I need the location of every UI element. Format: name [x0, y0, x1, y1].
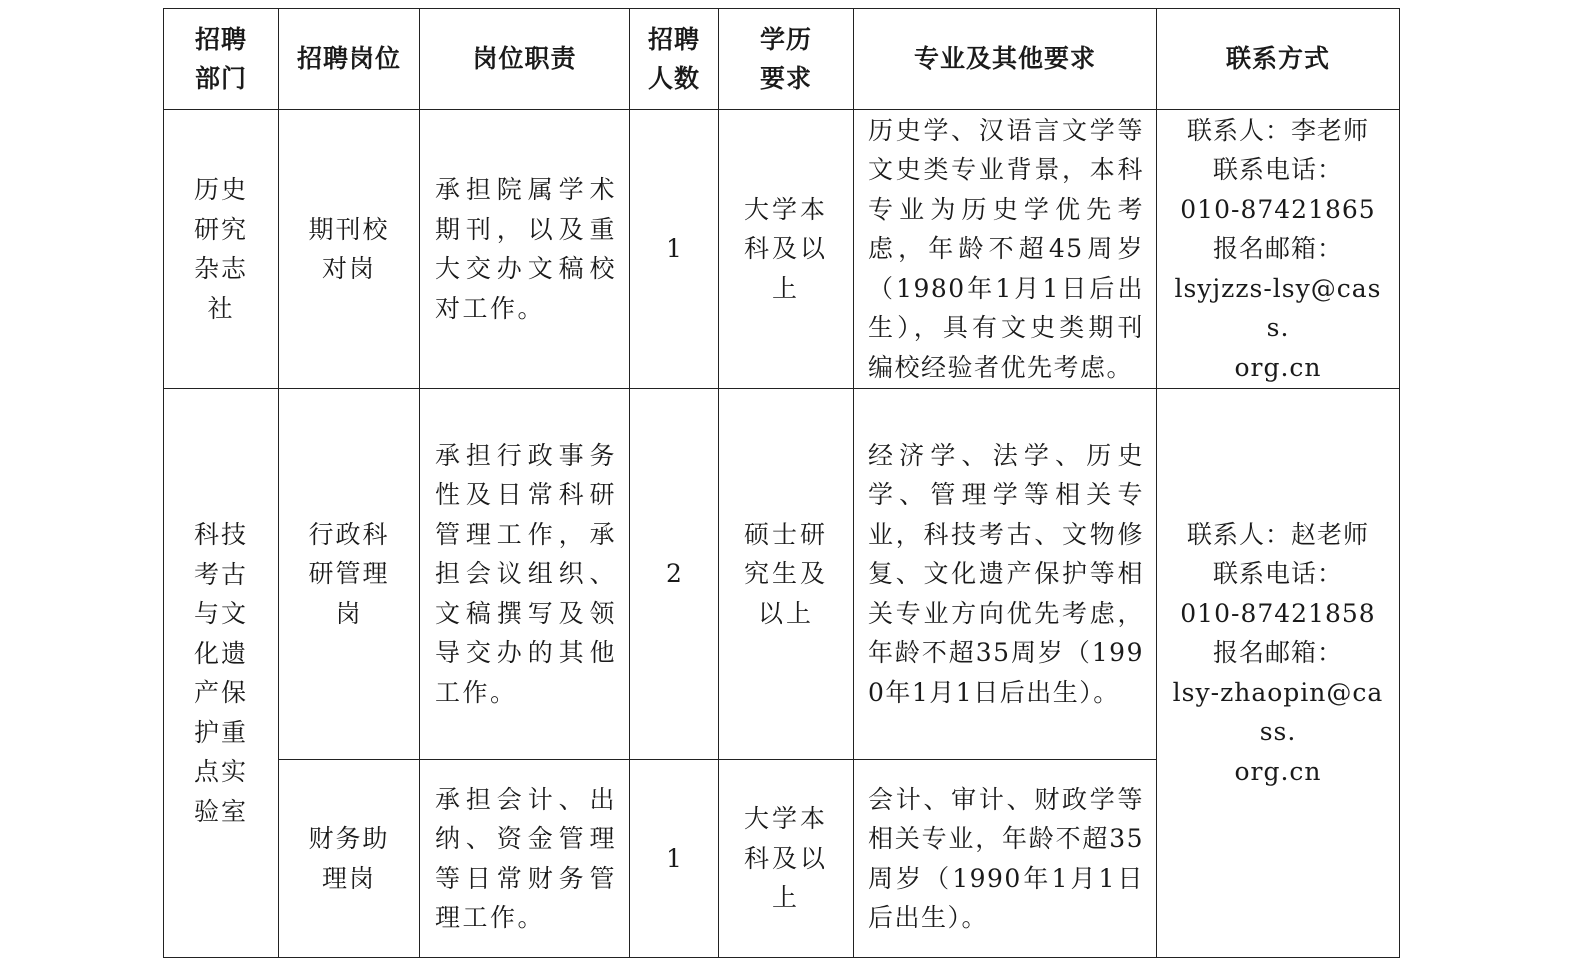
contact-cell — [1157, 110, 1400, 389]
contact-email-domain: org.cn — [1234, 756, 1322, 786]
position-cell: 期刊校对岗 — [279, 110, 420, 389]
recruitment-table — [163, 8, 1400, 958]
contact-phone-label: 联系电话： — [1212, 559, 1343, 589]
header-education: 学历要求 — [719, 9, 854, 110]
contact-email: lsyjzzs-lsy@cass. — [1174, 273, 1382, 343]
contact-email-label: 报名邮箱： — [1212, 234, 1343, 264]
requirements-cell: 历史学、汉语言文学等文史类专业背景，本科专业为历史学优先考虑，年龄不超45周岁（1980年1月1日后出生），具有文史类期刊编校经验者优先考虑。 — [854, 110, 1157, 389]
header-requirements: 专业及其他要求 — [854, 9, 1157, 110]
education-cell: 大学本科及以上 — [719, 110, 854, 389]
duty-cell: 承担院属学术期刊，以及重大交办文稿校对工作。 — [420, 110, 630, 389]
requirements-cell: 经济学、法学、历史学、管理学等相关专业，科技考古、文物修复、文化遗产保护等相关专业方向优先考虑，年龄不超35周岁（1990年1月1日后出生）。 — [854, 389, 1157, 760]
header-duty: 岗位职责 — [420, 9, 630, 110]
education-cell: 大学本科及以上 — [719, 760, 854, 958]
dept-cell: 科技考古与文化遗产保护重点实验室 — [164, 389, 279, 958]
contact-phone-label: 联系电话： — [1212, 155, 1343, 185]
count-cell: 2 — [630, 389, 719, 760]
contact-phone: 010-87421865 — [1180, 194, 1376, 224]
education-cell: 硕士研究生及以上 — [719, 389, 854, 760]
header-count: 招聘人数 — [630, 9, 719, 110]
contact-cell — [1157, 389, 1400, 958]
header-position: 招聘岗位 — [279, 9, 420, 110]
count-cell: 1 — [630, 760, 719, 958]
requirements-cell: 会计、审计、财政学等相关专业，年龄不超35周岁（1990年1月1日后出生）。 — [854, 760, 1157, 958]
duty-cell: 承担行政事务性及日常科研管理工作，承担会议组织、文稿撰写及领导交办的其他工作。 — [420, 389, 630, 760]
table-row — [164, 389, 1400, 760]
duty-cell: 承担会计、出纳、资金管理等日常财务管理工作。 — [420, 760, 630, 958]
header-row — [164, 9, 1400, 110]
contact-phone: 010-87421858 — [1180, 598, 1376, 628]
contact-person: 联系人：赵老师 — [1186, 519, 1369, 549]
contact-email-domain: org.cn — [1234, 352, 1322, 382]
dept-cell: 历史研究杂志社 — [164, 110, 279, 389]
count-cell: 1 — [630, 110, 719, 389]
contact-person: 联系人：李老师 — [1186, 115, 1369, 145]
header-contact: 联系方式 — [1157, 9, 1400, 110]
position-cell: 财务助理岗 — [279, 760, 420, 958]
table-row — [164, 110, 1400, 389]
position-cell: 行政科研管理岗 — [279, 389, 420, 760]
contact-email: lsy-zhaopin@cass. — [1172, 677, 1384, 747]
contact-email-label: 报名邮箱： — [1212, 638, 1343, 668]
header-dept: 招聘部门 — [164, 9, 279, 110]
